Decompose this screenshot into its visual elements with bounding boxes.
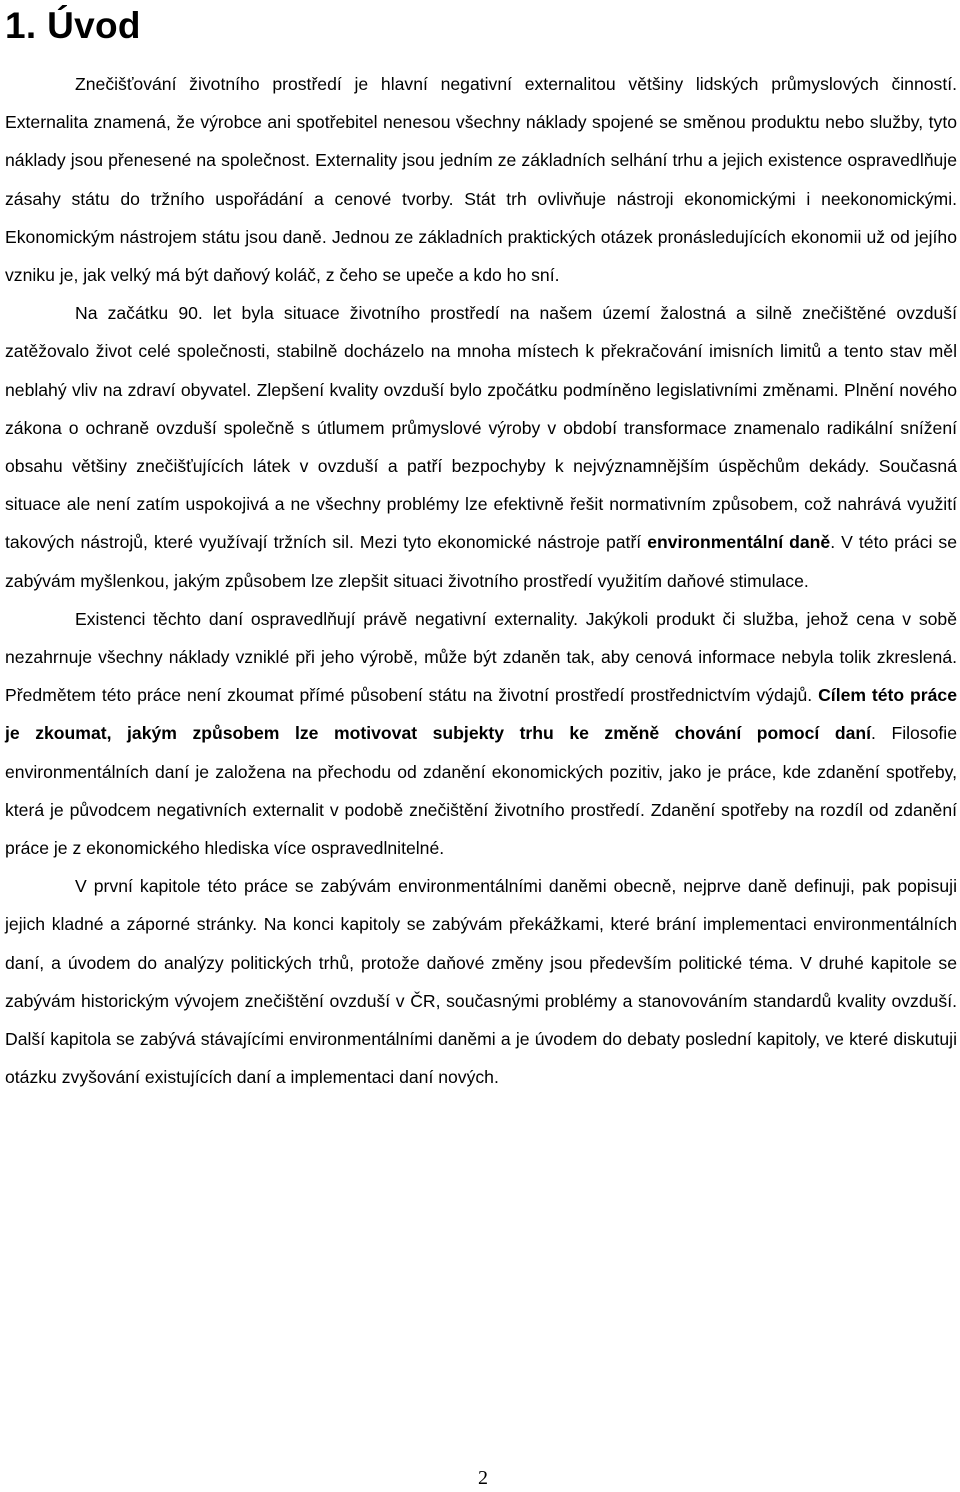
paragraph-run: V první kapitole této práce se zabývám environmentálními daněmi obecně, nejprve daně definuji, pak popisuji jejich kladné a záporné stránky. Na konci kapitoly se zabývám překážkami, které brání implementaci environmentálních daní, a úvodem do analýzy politických trhů, protože daňové změny jsou především politické téma. V druhé kapitole se zabývám historickým vývojem znečištění ovzduší v ČR, současnými problémy a stanovováním standardů kvality ovzduší. Další kapitola se zabývá stávajícími environmentálními daněmi a je úvodem do debaty poslední kapitoly, ve které diskutuji otázku zvyšování existujících daní a implementaci daní nových. [5,876,957,1088]
paragraph-1 [5,65,957,294]
paragraph-run: Znečišťování životního prostředí je hlavní negativní externalitou většiny lidských průmyslových činností. Externalita znamená, že výrobce ani spotřebitel nenesou všechny náklady spojené se směnou produktu nebo služby, tyto náklady jsou přenesené na společnost. Externality jsou jedním ze základních selhání trhu a jejich existence ospravedlňuje zásahy státu do tržního uspořádání a cenové tvorby. Stát trh ovlivňuje nástroji ekonomickými i neekonomickými. Ekonomickým nástrojem státu jsou daně. Jednou ze základních praktických otázek pronásledujících ekonomii už od jejího vzniku je, jak velký má být daňový koláč, z čeho se upeče a kdo ho sní. [5,74,957,286]
chapter-heading [5,0,957,50]
paragraph-run: Na začátku 90. let byla situace životního prostředí na našem území žalostná a silně znečištěné ovzduší zatěžovalo život celé společnosti, stabilně docházelo na mnoha místech k překračování imisních limitů a tento stav měl neblahý vliv na zdraví obyvatel. Zlepšení kvality ovzduší bylo zpočátku podmíněno legislativními změnami. Plnění nového zákona o ochraně ovzduší společně s útlumem průmyslové výroby v období transformace znamenalo radikální snížení obsahu většiny znečišťujících látek v ovzduší a patří bezpochyby k nejvýznamnějším úspěchům dekády. Současná situace ale není zatím uspokojivá a ne všechny problémy lze efektivně řešit normativním způsobem, což nahrává využití takových nástrojů, které využívají tržních sil. Mezi tyto ekonomické nástroje patří [5,303,957,553]
paragraph-2 [5,294,957,600]
paragraph-run: Existenci těchto daní ospravedlňují právě negativní externality. Jakýkoli produkt či služba, jehož cena v sobě nezahrnuje všechny náklady vzniklé při jeho výrobě, může být zdaněn tak, aby cenová informace nebyla tolik zkreslená. Předmětem této práce není zkoumat přímé působení státu na životní prostředí prostřednictvím výdajů. [5,608,957,706]
emphasis-run: environmentální daně [647,532,831,553]
emphasis-run: Cílem této práce je zkoumat, jakým způsobem lze motivovat subjekty trhu ke změně chování pomocí daní [5,685,958,744]
paragraph-3 [5,600,957,867]
chapter-number: 1. [5,5,37,46]
page-number: 2 [478,1467,488,1489]
body-text [5,65,957,1096]
paragraph-run: . Filosofie environmentálních daní je založena na přechodu od zdanění ekonomických pozitiv, jako je práce, kde zdanění spotřeby, která je původcem negativních externalit v podobě znečištění životního prostředí. Zdanění spotřeby na rozdíl od zdanění práce je z ekonomického hlediska více ospravedlnitelné. [5,723,957,859]
chapter-title: Úvod [47,5,141,46]
paragraph-4 [5,867,957,1096]
document-page [5,0,957,1096]
paragraph-run: . V této práci se zabývám myšlenkou, jakým způsobem lze zlepšit situaci životního prostředí využitím daňové stimulace. [5,532,958,591]
